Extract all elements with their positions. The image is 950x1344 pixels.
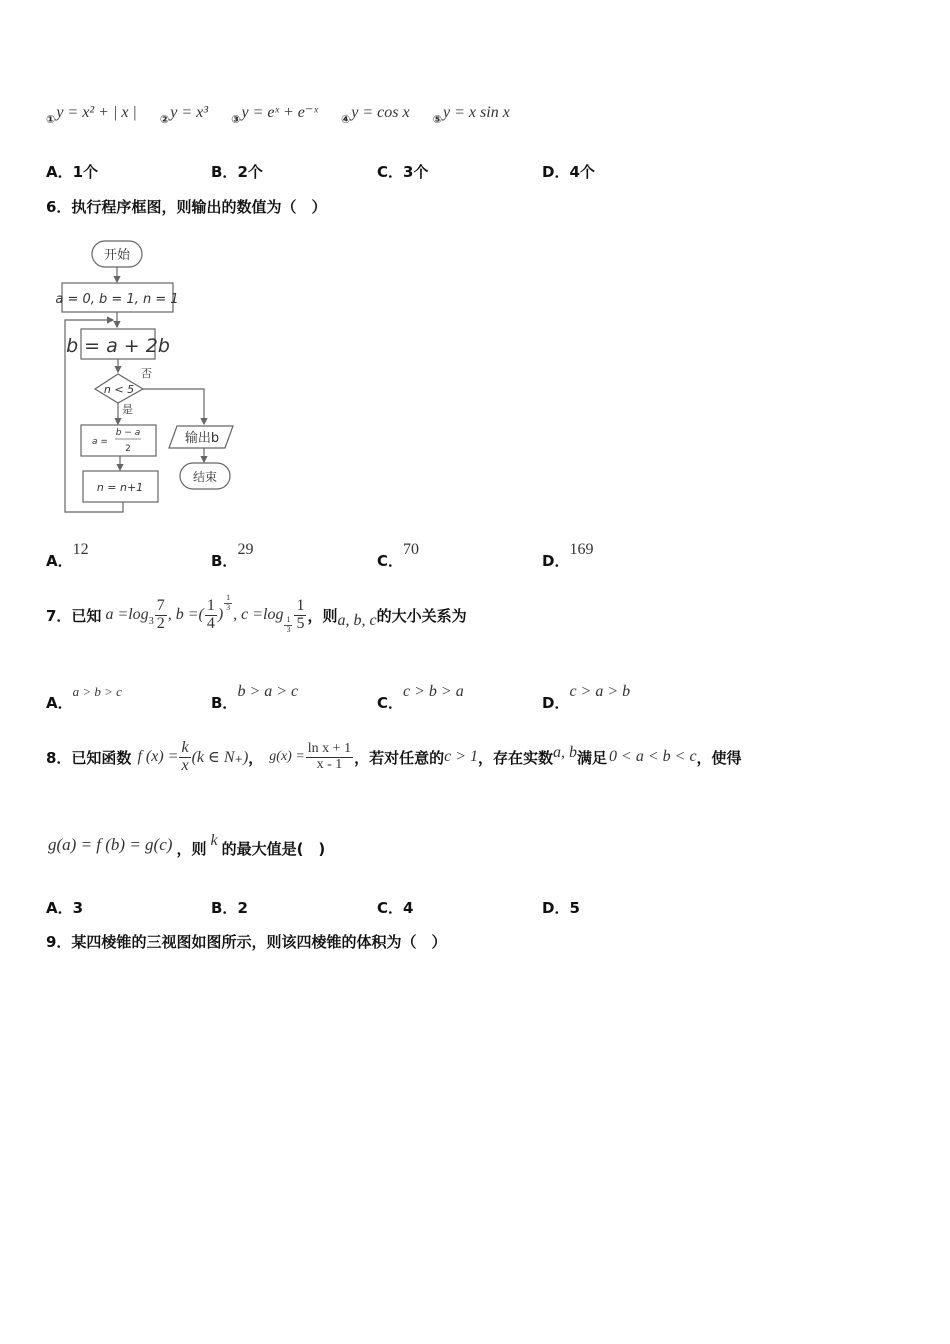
flow-update-b-label: b = a + 2b <box>66 335 170 357</box>
q7-stem: 7．已知 a =log 3 $\frac{7}{2}$ , b =( $\frac{1}{4}$ ) $\frac{1}{3}$ , c =log $\frac{1}{3}$ $\frac{1}{5}$ ，则 a, b, c 的大小关系为 <box>46 593 467 634</box>
q7-option-d: D．c > a > b <box>542 683 631 712</box>
q5-option-b: B．2个 <box>211 163 263 181</box>
flow-update-a-lhs: a = <box>92 437 108 447</box>
q9-stem: 9．某四棱锥的三视图如图所示，则该四棱锥的体积为（ ） <box>46 933 447 951</box>
flow-update-a-num: b − a <box>115 428 141 438</box>
flow-update-a-den: 2 <box>125 444 131 454</box>
q8-g-fraction: $\frac{\text{ln x + 1}}{x - 1}$ <box>307 741 352 772</box>
q7-option-c: C．c > b > a <box>377 683 464 712</box>
q7-option-b: B．b > a > c <box>211 683 299 712</box>
flow-increment-label: n = n+1 <box>96 481 144 494</box>
q7-c-fraction: $\frac{1}{5}$ <box>296 597 305 632</box>
q8-stem-line1: 8．已知函数 f (x) = $\frac{k}{x}$ (k ∈ N₊) ， g(x) = $\frac{\text{ln x + 1}}{x - 1}$ ，若对任意的 c > 1 ，存在实数 a, b 满足 0 < a < b < c ，使得 <box>46 739 742 774</box>
q6-stem: 6．执行程序框图，则输出的数值为（ ） <box>46 198 327 216</box>
q5-func-1: $_①$y = x² + | x | <box>46 104 137 126</box>
q6-flowchart <box>55 236 245 518</box>
q6-option-d: D．169 <box>542 541 594 570</box>
q7-a-fraction: $\frac{7}{2}$ <box>156 597 165 632</box>
q8-option-c: C．4 <box>377 899 414 917</box>
flow-init-label: a = 0, b = 1, n = 1 <box>55 292 179 307</box>
q5-function-list <box>46 102 510 126</box>
q6-option-c: C．70 <box>377 541 420 570</box>
q5-func-2: $_②$y = x³ <box>159 104 209 126</box>
q6-option-a: A．12 <box>46 541 89 570</box>
q8-f-fraction: $\frac{k}{x}$ <box>181 739 189 774</box>
q8-option-a: A．3 <box>46 899 84 917</box>
q7-c-base: $\frac{1}{3}$ <box>286 615 291 634</box>
q6-option-b: B．29 <box>211 541 254 570</box>
q5-func-3: $_③$y = eˣ + e⁻ˣ <box>231 104 318 126</box>
flow-output-label: 输出b <box>184 431 220 446</box>
flow-start-label: 开始 <box>103 248 131 263</box>
q5-option-a: A．1个 <box>46 163 99 181</box>
flow-yes-label: 是 <box>122 403 133 416</box>
flow-condition-label: n < 5 <box>103 383 135 396</box>
q5-option-d: D．4个 <box>542 163 595 181</box>
flow-end-label: 结束 <box>192 470 218 484</box>
q8-stem-line2: g(a) = f (b) = g(c) ，则 k 的最大值是( ) <box>48 831 326 858</box>
q7-b-fraction: $\frac{1}{4}$ <box>206 597 215 632</box>
q5-func-4: $_④$y = cos x <box>340 104 410 126</box>
q8-option-d: D．5 <box>542 899 580 917</box>
q8-option-b: B．2 <box>211 899 248 917</box>
q5-option-c: C．3个 <box>377 163 429 181</box>
q7-b-exponent: $\frac{1}{3}$ <box>226 593 231 612</box>
flow-no-label: 否 <box>141 367 152 380</box>
q7-option-a: A．a > b > c <box>46 684 122 712</box>
q5-func-5: $_⑤$y = x sin x <box>432 104 510 126</box>
